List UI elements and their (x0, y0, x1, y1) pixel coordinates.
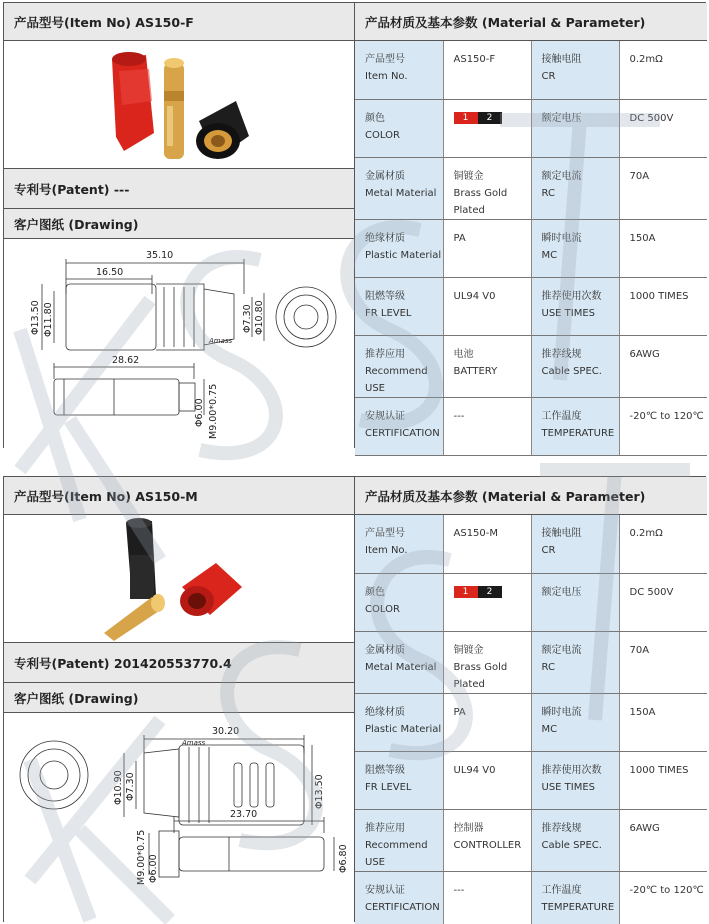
param-text: AS150-M (453, 528, 499, 539)
param-cell (355, 631, 443, 693)
param-cell (443, 41, 531, 99)
param-text: MC (541, 723, 558, 735)
dim-dia-a: Φ10.90 (113, 770, 124, 805)
param-cell (355, 809, 443, 871)
param-text: Recommend USE (365, 839, 428, 868)
left-column (4, 477, 355, 921)
param-text: Item No. (365, 545, 408, 556)
dim-pin-length: 23.70 (230, 809, 258, 820)
dim-overall-length: 30.20 (212, 726, 240, 737)
product-photo (4, 515, 354, 643)
color-swatches (454, 110, 531, 127)
param-text: 工作温度 (541, 410, 582, 422)
param-cell (355, 751, 443, 809)
param-cell (355, 219, 443, 277)
param-text: Cable SPEC. (541, 839, 602, 851)
param-text: UL94 V0 (453, 764, 496, 776)
right-column (355, 477, 707, 921)
param-text: 额定电流 (541, 170, 582, 182)
param-text: 推荐线规 (541, 822, 582, 834)
color-swatch: 2 (478, 586, 502, 598)
color-swatch: 1 (454, 112, 478, 124)
param-text: 铜镀金 (453, 644, 484, 656)
param-text: RC (541, 187, 555, 199)
color-swatch: 2 (478, 112, 502, 124)
param-cell (619, 751, 707, 809)
param-row (355, 573, 707, 631)
patent-row: 专利号(Patent) --- (4, 169, 354, 209)
param-text: 电池 (453, 348, 474, 360)
dim-inner-length: 16.50 (96, 267, 124, 278)
black-housing-image (126, 518, 156, 599)
param-text: PA (453, 706, 466, 718)
param-text: 阻燃等级 (365, 764, 405, 776)
param-text: 颜色 (365, 112, 385, 124)
spec-sheet-as150-m (3, 476, 706, 922)
param-text: BATTERY (453, 365, 498, 377)
param-text: 接触电阻 (541, 528, 582, 539)
param-cell (443, 573, 531, 631)
param-text: 推荐使用次数 (541, 290, 602, 302)
param-cell (443, 751, 531, 809)
param-text: 150A (629, 232, 656, 244)
drawing-header: 客户图纸 (Drawing) (4, 683, 354, 713)
param-text: 0.2mΩ (629, 54, 663, 65)
param-cell (443, 809, 531, 871)
logo-text: Amass (182, 739, 206, 747)
dim-pin-length: 28.62 (112, 355, 140, 366)
param-text: 150A (629, 706, 656, 718)
param-cell (531, 397, 619, 455)
dim-overall-length: 35.10 (146, 250, 174, 261)
param-cell (531, 41, 619, 99)
param-text: 推荐线规 (541, 348, 582, 360)
param-text: 70A (629, 644, 650, 656)
param-row (355, 515, 707, 573)
param-text: 产品型号 (365, 54, 405, 65)
parameter-table (355, 515, 707, 924)
param-cell (619, 99, 707, 157)
param-cell (443, 693, 531, 751)
param-cell (443, 631, 531, 693)
param-text: 控制器 (453, 822, 484, 834)
dim-outer-dia: Φ13.50 (30, 300, 41, 335)
param-text: 1000 TIMES (629, 764, 689, 776)
technical-drawing (4, 239, 354, 449)
param-cell (531, 573, 619, 631)
param-cell (355, 41, 443, 99)
param-text: 绝缘材质 (365, 706, 405, 718)
param-text: 接触电阻 (541, 54, 582, 65)
item-header: 产品型号(Item No) AS150-M (4, 477, 354, 515)
param-cell (355, 335, 443, 397)
param-text: COLOR (365, 603, 400, 615)
param-cell (443, 871, 531, 924)
dim-pin-thread: M9.00*0.75 (136, 829, 147, 885)
param-text: CR (541, 71, 556, 82)
param-cell (443, 219, 531, 277)
param-row (355, 219, 707, 277)
param-cell (355, 99, 443, 157)
param-cell (531, 693, 619, 751)
param-text: 阻燃等级 (365, 290, 405, 302)
param-text: AS150-F (453, 54, 496, 65)
param-text: Item No. (365, 71, 408, 82)
param-cell (355, 573, 443, 631)
param-text: 安规认证 (365, 410, 405, 422)
param-text: --- (453, 410, 465, 422)
param-text: COLOR (365, 129, 400, 141)
black-housing-image (196, 101, 249, 159)
param-text: 绝缘材质 (365, 232, 405, 244)
param-row (355, 693, 707, 751)
red-housing-image (180, 563, 242, 616)
param-text: USE TIMES (541, 307, 596, 319)
product-photo (4, 41, 354, 169)
param-row (355, 277, 707, 335)
dim-pin-thread: M9.00*0.75 (208, 383, 219, 439)
param-text: 推荐应用 (365, 822, 405, 834)
dim-pin-dia: Φ6.00 (194, 398, 205, 427)
param-cell (531, 751, 619, 809)
param-text: Metal Material (365, 661, 437, 673)
parameter-table (355, 41, 707, 456)
param-cell (443, 335, 531, 397)
param-cell (619, 631, 707, 693)
param-text: TEMPERATURE (541, 427, 615, 439)
red-housing-image (112, 52, 154, 151)
param-cell (619, 397, 707, 455)
param-text: 0.2mΩ (629, 528, 663, 539)
param-cell (355, 397, 443, 455)
param-text: 推荐使用次数 (541, 764, 602, 776)
param-text: 额定电流 (541, 644, 582, 656)
param-cell (355, 515, 443, 573)
param-cell (531, 631, 619, 693)
param-text: Plastic Material (365, 723, 442, 735)
param-text: 铜镀金 (453, 170, 484, 182)
param-text: 6AWG (629, 822, 660, 834)
param-cell (619, 515, 707, 573)
drawing-header: 客户图纸 (Drawing) (4, 209, 354, 239)
param-text: -20℃ to 120℃ (629, 884, 704, 896)
dim-outer-dia: Φ13.50 (314, 774, 325, 809)
param-row (355, 41, 707, 99)
param-cell (531, 219, 619, 277)
dim-dia-b: Φ7.30 (125, 772, 136, 801)
param-text: 产品型号 (365, 528, 405, 539)
param-text: Brass Gold Plated (453, 661, 508, 690)
right-column (355, 3, 707, 447)
param-cell (619, 335, 707, 397)
param-row (355, 871, 707, 924)
param-text: CONTROLLER (453, 839, 522, 851)
param-header: 产品材质及基本参数 (Material & Parameter) (355, 477, 707, 515)
param-text: -20℃ to 120℃ (629, 410, 704, 422)
param-cell (619, 573, 707, 631)
param-cell (443, 277, 531, 335)
param-text: DC 500V (629, 586, 674, 598)
param-text: 70A (629, 170, 650, 182)
dim-pin-tip: Φ6.80 (338, 844, 349, 873)
param-text: CR (541, 545, 556, 556)
param-cell (619, 277, 707, 335)
param-cell (443, 99, 531, 157)
param-cell (355, 157, 443, 219)
param-cell (531, 515, 619, 573)
param-cell (531, 99, 619, 157)
technical-drawing (4, 713, 354, 923)
param-text: 6AWG (629, 348, 660, 360)
color-swatches (454, 584, 531, 601)
param-text: CERTIFICATION (365, 427, 440, 439)
param-cell (531, 809, 619, 871)
left-column (4, 3, 355, 447)
param-text: 颜色 (365, 586, 385, 598)
param-row (355, 157, 707, 219)
param-text: 额定电压 (541, 112, 582, 124)
param-cell (531, 335, 619, 397)
patent-row: 专利号(Patent) 201420553770.4 (4, 643, 354, 683)
param-cell (443, 157, 531, 219)
param-cell (531, 871, 619, 924)
dim-dia-a: Φ7.30 (242, 304, 253, 333)
param-text: 金属材质 (365, 644, 405, 656)
param-row (355, 335, 707, 397)
param-cell (619, 871, 707, 924)
param-cell (355, 871, 443, 924)
param-text: 瞬时电流 (541, 232, 582, 244)
param-row (355, 751, 707, 809)
param-text: FR LEVEL (365, 307, 412, 319)
param-header: 产品材质及基本参数 (Material & Parameter) (355, 3, 707, 41)
param-text: CERTIFICATION (365, 901, 440, 913)
param-text: Recommend USE (365, 365, 428, 394)
param-text: Plastic Material (365, 249, 442, 261)
param-text: 额定电压 (541, 586, 582, 598)
spec-sheet-as150-f (3, 2, 706, 448)
param-text: USE TIMES (541, 781, 596, 793)
param-cell (619, 157, 707, 219)
param-text: FR LEVEL (365, 781, 412, 793)
param-text: 安规认证 (365, 884, 405, 896)
param-text: 瞬时电流 (541, 706, 582, 718)
param-cell (619, 693, 707, 751)
param-row (355, 809, 707, 871)
dim-pin-dia: Φ6.00 (148, 854, 159, 883)
param-text: Metal Material (365, 187, 437, 199)
param-text: 推荐应用 (365, 348, 405, 360)
param-text: DC 500V (629, 112, 674, 124)
dim-inner-dia: Φ11.80 (43, 302, 54, 337)
param-row (355, 397, 707, 455)
param-text: 金属材质 (365, 170, 405, 182)
gold-pin-image (104, 594, 165, 641)
param-text: --- (453, 884, 465, 896)
logo-text: Amass (209, 337, 233, 345)
color-swatch: 1 (454, 586, 478, 598)
param-cell (619, 219, 707, 277)
param-cell (619, 809, 707, 871)
gold-pin-image (164, 58, 184, 159)
param-cell (531, 157, 619, 219)
param-text: UL94 V0 (453, 290, 496, 302)
param-text: Cable SPEC. (541, 365, 602, 377)
param-cell (355, 277, 443, 335)
param-cell (355, 693, 443, 751)
param-cell (443, 515, 531, 573)
param-text: Brass Gold Plated (453, 187, 508, 216)
param-cell (531, 277, 619, 335)
param-cell (443, 397, 531, 455)
param-row (355, 99, 707, 157)
item-header: 产品型号(Item No) AS150-F (4, 3, 354, 41)
dim-dia-b: Φ10.80 (254, 300, 265, 335)
param-text: 1000 TIMES (629, 290, 689, 302)
param-text: TEMPERATURE (541, 901, 615, 913)
param-row (355, 631, 707, 693)
param-text: 工作温度 (541, 884, 582, 896)
param-text: MC (541, 249, 558, 261)
param-cell (619, 41, 707, 99)
param-text: RC (541, 661, 555, 673)
param-text: PA (453, 232, 466, 244)
